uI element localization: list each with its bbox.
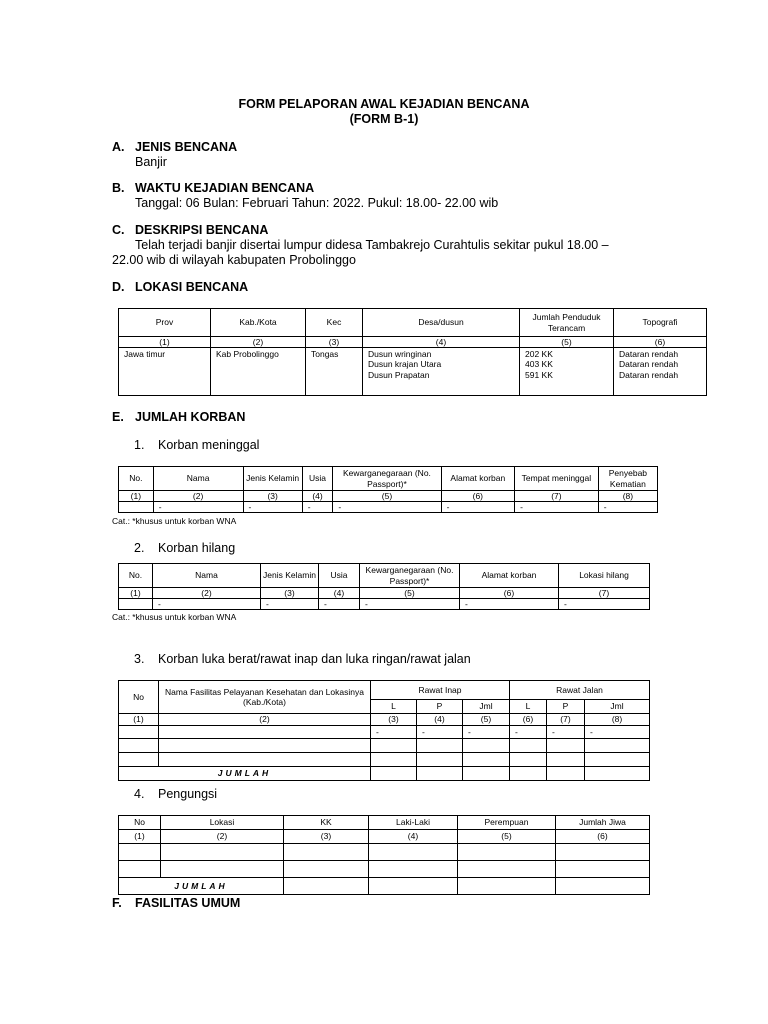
- data-cell: [119, 502, 154, 513]
- table-row: [119, 753, 650, 767]
- data-cell: -: [441, 502, 515, 513]
- section-c-heading: C. DESKRIPSI BENCANA: [112, 223, 269, 237]
- data-cell: -: [261, 599, 319, 610]
- table-row: [119, 844, 650, 861]
- header-cell: Jumlah Jiwa: [556, 816, 650, 830]
- subheader-cell: P: [417, 700, 463, 714]
- section-d-heading: D. LOKASI BENCANA: [112, 280, 249, 294]
- korban-hilang-label: 2. Korban hilang: [134, 541, 236, 555]
- header-cell: Kab./Kota: [211, 309, 306, 337]
- column-number: (4): [417, 714, 463, 726]
- column-number: (3): [306, 337, 363, 348]
- header-cell: Kec: [306, 309, 363, 337]
- korban-luka-table: [118, 680, 650, 781]
- header-cell: Lokasi hilang: [559, 564, 650, 588]
- header-cell: No.: [119, 467, 154, 491]
- header-cell: Kewarganegaraan (No. Passport)*: [333, 467, 441, 491]
- data-cell: -: [460, 599, 559, 610]
- column-number: (3): [284, 830, 369, 844]
- lokasi-bencana-table: [118, 308, 707, 396]
- data-cell: -: [302, 502, 333, 513]
- header-cell: Nama: [153, 467, 243, 491]
- korban-meninggal-label: 1. Korban meninggal: [134, 438, 260, 452]
- header-cell: Usia: [319, 564, 360, 588]
- column-number: (8): [585, 714, 650, 726]
- data-cell: -: [360, 599, 460, 610]
- column-number: (4): [302, 491, 333, 502]
- column-number: (6): [460, 588, 559, 599]
- subheader-cell: Jml: [585, 700, 650, 714]
- header-cell: Alamat korban: [441, 467, 515, 491]
- subheader-cell: Jml: [463, 700, 510, 714]
- wna-note: Cat.: *khusus untuk korban WNA: [112, 516, 237, 526]
- desa-cell: Dusun wringinan Dusun krajan Utara Dusun Prapatan: [363, 348, 520, 396]
- column-number: (1): [119, 337, 211, 348]
- prov-cell: Jawa timur: [119, 348, 211, 396]
- deskripsi-line-2: 22.00 wib di wilayah kabupaten Probolinggo: [112, 253, 356, 267]
- column-number: (6): [510, 714, 547, 726]
- header-cell: Prov: [119, 309, 211, 337]
- subheader-cell: L: [510, 700, 547, 714]
- header-cell: Nama: [153, 564, 261, 588]
- column-number: (2): [159, 714, 371, 726]
- header-cell: Jenis Kelamin: [243, 467, 302, 491]
- table-row: [119, 599, 650, 610]
- subheader-cell: P: [547, 700, 585, 714]
- data-cell: -: [463, 726, 510, 739]
- column-number: (5): [333, 491, 441, 502]
- section-e-heading: E. JUMLAH KORBAN: [112, 410, 246, 424]
- kec-cell: Tongas: [306, 348, 363, 396]
- jumlah-row: [119, 878, 650, 895]
- table-row: [119, 861, 650, 878]
- column-number: (5): [458, 830, 556, 844]
- table-row: [119, 726, 650, 739]
- column-number: (2): [211, 337, 306, 348]
- header-cell: Jumlah Penduduk Terancam: [520, 309, 614, 337]
- column-number: (6): [441, 491, 515, 502]
- jumlah-label: JUMLAH: [119, 767, 371, 781]
- header-cell: Laki-Laki: [369, 816, 458, 830]
- header-cell: No: [119, 816, 161, 830]
- header-cell: Lokasi: [161, 816, 284, 830]
- column-number: (2): [161, 830, 284, 844]
- header-cell: Tempat meninggal: [515, 467, 599, 491]
- data-cell: [119, 599, 153, 610]
- header-cell: Nama Fasilitas Pelayanan Kesehatan dan Lokasinya (Kab./Kota): [159, 681, 371, 714]
- korban-hilang-table: [118, 563, 650, 610]
- column-number: (7): [559, 588, 650, 599]
- jumlah-row: [119, 767, 650, 781]
- data-cell: -: [333, 502, 441, 513]
- data-cell: -: [153, 502, 243, 513]
- data-cell: -: [371, 726, 417, 739]
- data-cell: -: [417, 726, 463, 739]
- header-cell: Perempuan: [458, 816, 556, 830]
- deskripsi-line-1: Telah terjadi banjir disertai lumpur didesa Tambakrejo Curahtulis sekitar pukul 18.00 –: [135, 238, 609, 252]
- header-cell: Rawat Inap: [371, 681, 510, 700]
- data-cell: -: [559, 599, 650, 610]
- header-cell: No.: [119, 564, 153, 588]
- column-number: (1): [119, 491, 154, 502]
- column-number: (3): [371, 714, 417, 726]
- data-cell: -: [243, 502, 302, 513]
- column-number: (7): [515, 491, 599, 502]
- form-title: FORM PELAPORAN AWAL KEJADIAN BENCANA: [238, 97, 530, 111]
- column-number: (2): [153, 491, 243, 502]
- data-cell: -: [515, 502, 599, 513]
- column-number: (2): [153, 588, 261, 599]
- subheader-cell: L: [371, 700, 417, 714]
- column-number: (4): [319, 588, 360, 599]
- pengungsi-label: 4. Pengungsi: [134, 787, 218, 801]
- waktu-kejadian-value: Tanggal: 06 Bulan: Februari Tahun: 2022. Pukul: 18.00- 22.00 wib: [135, 196, 499, 210]
- section-b-heading: B. WAKTU KEJADIAN BENCANA: [112, 181, 315, 195]
- column-number: (1): [119, 830, 161, 844]
- table-row: [119, 502, 658, 513]
- header-cell: Penyebab Kematian: [598, 467, 657, 491]
- data-cell: [119, 726, 159, 739]
- column-number: (5): [360, 588, 460, 599]
- column-number: (6): [614, 337, 707, 348]
- column-number: (4): [369, 830, 458, 844]
- korban-meninggal-table: [118, 466, 658, 513]
- data-cell: [159, 726, 371, 739]
- column-number: (5): [463, 714, 510, 726]
- jumlah-penduduk-cell: 202 KK 403 KK 591 KK: [520, 348, 614, 396]
- column-number: (7): [547, 714, 585, 726]
- column-number: (3): [243, 491, 302, 502]
- section-f-heading: F. FASILITAS UMUM: [112, 896, 241, 910]
- column-number: (1): [119, 714, 159, 726]
- column-number: (1): [119, 588, 153, 599]
- column-number: (3): [261, 588, 319, 599]
- header-cell: Desa/dusun: [363, 309, 520, 337]
- header-cell: Alamat korban: [460, 564, 559, 588]
- jumlah-label: JUMLAH: [119, 878, 284, 895]
- table-row: [119, 739, 650, 753]
- data-cell: -: [510, 726, 547, 739]
- column-number: (5): [520, 337, 614, 348]
- header-cell: Usia: [302, 467, 333, 491]
- header-cell: KK: [284, 816, 369, 830]
- table-row: [119, 348, 707, 396]
- pengungsi-table: [118, 815, 650, 895]
- column-number: (4): [363, 337, 520, 348]
- data-cell: -: [585, 726, 650, 739]
- form-code: (FORM B-1): [349, 112, 419, 126]
- kab-cell: Kab Probolinggo: [211, 348, 306, 396]
- header-cell: Rawat Jalan: [510, 681, 650, 700]
- data-cell: -: [319, 599, 360, 610]
- korban-luka-label: 3. Korban luka berat/rawat inap dan luka ringan/rawat jalan: [134, 652, 471, 666]
- wna-note: Cat.: *khusus untuk korban WNA: [112, 612, 237, 622]
- column-number: (6): [556, 830, 650, 844]
- section-a-heading: A. JENIS BENCANA: [112, 140, 238, 154]
- header-cell: Jenis Kelamin: [261, 564, 319, 588]
- header-cell: Kewarganegaraan (No. Passport)*: [360, 564, 460, 588]
- jenis-bencana-value: Banjir: [135, 155, 167, 169]
- topografi-cell: Dataran rendah Dataran rendah Dataran rendah: [614, 348, 707, 396]
- data-cell: -: [598, 502, 657, 513]
- header-cell: No: [119, 681, 159, 714]
- data-cell: -: [547, 726, 585, 739]
- header-cell: Topografi: [614, 309, 707, 337]
- column-number: (8): [598, 491, 657, 502]
- data-cell: -: [153, 599, 261, 610]
